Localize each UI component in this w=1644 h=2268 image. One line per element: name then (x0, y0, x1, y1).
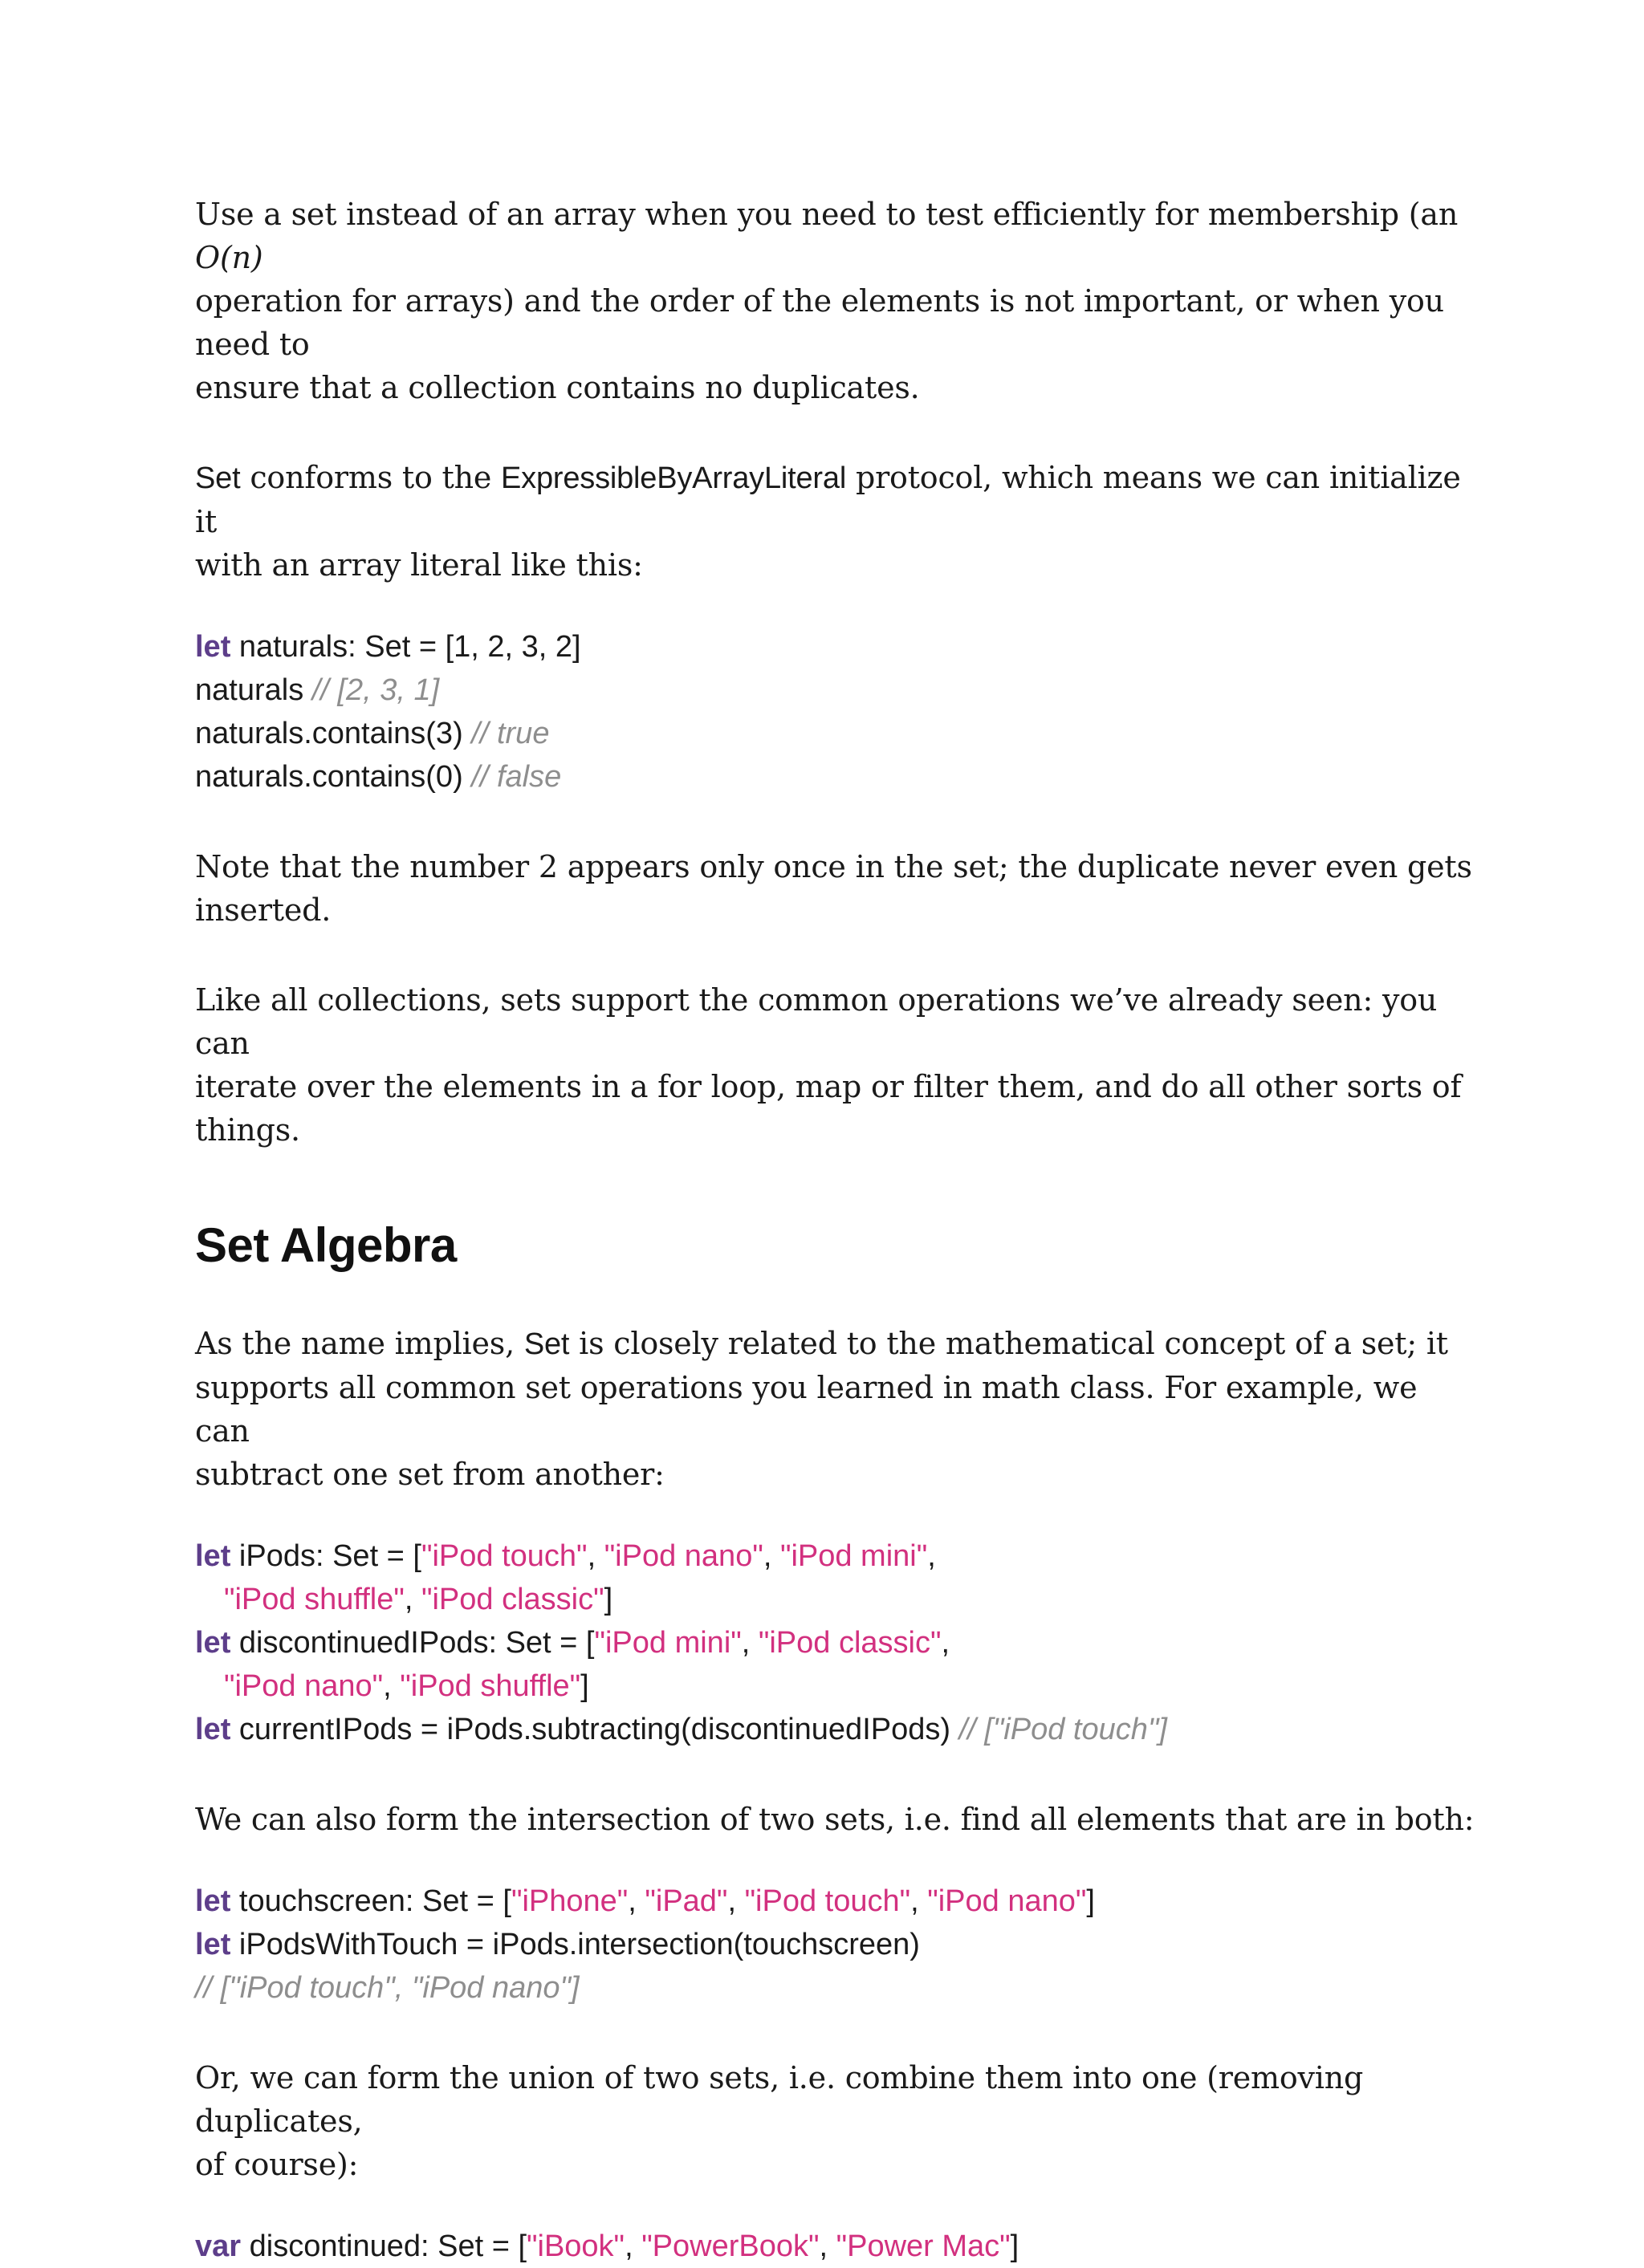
string-literal: "iPod classic" (758, 1626, 942, 1660)
conforms-text-2: protocol, which means we can initialize it (195, 460, 1461, 539)
union-paragraph (195, 2056, 1479, 2186)
code-text: naturals.contains(0) (195, 760, 472, 794)
keyword: let (195, 630, 231, 664)
string-literal: "iPod shuffle" (224, 1583, 405, 1616)
code-text: naturals: Set = [1, 2, 3, 2] (230, 630, 581, 664)
section-heading: Set Algebra (195, 1218, 457, 1272)
intro-line-2: operation for arrays) and the order of the elements is not important, or when you need to (195, 283, 1444, 362)
intersection-paragraph: We can also form the intersection of two sets, i.e. find all elements that are in both: (195, 1802, 1475, 1837)
inline-code-set: Set (523, 1327, 570, 1361)
note-line-1: Note that the number 2 appears only once in the set; the duplicate never even gets (195, 849, 1472, 884)
string-literal: "PowerBook" (641, 2229, 820, 2263)
intro-line-3: ensure that a collection contains no duplicates. (195, 370, 920, 405)
union-line-1: Or, we can form the union of two sets, i.e. combine them into one (removing duplicates, (195, 2060, 1364, 2139)
code-text: discontinuedIPods: Set = [ (230, 1626, 595, 1660)
code-line: "iPod nano", "iPod shuffle"] (224, 1669, 589, 1703)
string-literal: "iPod nano" (224, 1669, 384, 1703)
code-line: let iPods: Set = ["iPod touch", "iPod nano", "iPod mini", (195, 1539, 936, 1573)
code-line: let touchscreen: Set = ["iPhone", "iPad", "iPod touch", "iPod nano"] (195, 1884, 1095, 1918)
keyword: let (195, 1884, 231, 1918)
code-line (195, 669, 1479, 712)
keyword: let (195, 1713, 231, 1746)
code-block-ipods (195, 1534, 1479, 1751)
string-literal: "iBook" (527, 2229, 625, 2263)
code-comment: // ["iPod touch", "iPod nano"] (195, 1971, 580, 2005)
conforms-paragraph (195, 456, 1479, 587)
string-literal: "iPod mini" (779, 1539, 928, 1573)
conforms-text-1: conforms to the (240, 460, 502, 495)
intro-line-1 (195, 197, 1458, 275)
note-line-2: inserted. (195, 892, 332, 928)
string-literal: "iPod classic" (421, 1583, 604, 1616)
string-literal: "iPod nano" (927, 1884, 1087, 1918)
string-literal: "iPhone" (511, 1884, 629, 1918)
collections-line-2: iterate over the elements in a for loop, map or filter them, and do all other sorts of things. (195, 1069, 1462, 1148)
code-line: var discontinued: Set = ["iBook", "PowerBook", "Power Mac"] (195, 2229, 1019, 2263)
inline-code-protocol: ExpressibleByArrayLiteral (501, 461, 847, 495)
inline-code-set: Set (195, 461, 241, 495)
code-line (195, 1923, 1479, 1966)
intro-paragraph (195, 193, 1479, 409)
code-line (195, 1966, 1479, 2010)
keyword: let (195, 1928, 231, 1961)
algebra-text-2: is closely related to the mathematical concept of a set; it (569, 1326, 1448, 1361)
code-text: currentIPods = iPods.subtracting(discontinuedIPods) (230, 1713, 959, 1746)
code-comment: // true (471, 717, 550, 750)
code-line (195, 625, 1479, 669)
string-literal: "iPod shuffle" (400, 1669, 581, 1703)
code-line: "iPod shuffle", "iPod classic"] (224, 1583, 613, 1616)
string-literal: "iPad" (645, 1884, 728, 1918)
string-literal: "iPod mini" (594, 1626, 742, 1660)
algebra-line-3: subtract one set from another: (195, 1457, 665, 1492)
code-text: touchscreen: Set = [ (230, 1884, 511, 1918)
string-literal: "Power Mac" (836, 2229, 1011, 2263)
code-text: discontinued: Set = [ (241, 2229, 527, 2263)
algebra-paragraph (195, 1322, 1479, 1496)
big-o-notation: O(n) (195, 240, 263, 275)
union-line-2: of course): (195, 2147, 359, 2182)
intro-line-1-text: Use a set instead of an array when you need to test efficiently for membership (an (195, 197, 1459, 232)
keyword: let (195, 1626, 231, 1660)
algebra-line-2: supports all common set operations you learned in math class. For example, we can (195, 1370, 1418, 1449)
string-literal: "iPod touch" (744, 1884, 911, 1918)
code-text: naturals (195, 673, 312, 707)
code-text: naturals.contains(3) (195, 717, 472, 750)
code-text: iPods: Set = [ (230, 1539, 421, 1573)
note-paragraph (195, 845, 1479, 932)
string-literal: "iPod touch" (421, 1539, 588, 1573)
string-literal: "iPod nano" (604, 1539, 763, 1573)
keyword: let (195, 1539, 231, 1573)
collections-line-1: Like all collections, sets support the common operations we’ve already seen: you can (195, 982, 1438, 1061)
collections-paragraph (195, 978, 1479, 1152)
code-comment: // false (471, 760, 562, 794)
code-line (195, 712, 1479, 755)
code-block-touchscreen (195, 1880, 1479, 2010)
code-line (195, 755, 1479, 799)
keyword: var (195, 2229, 242, 2263)
code-block-discontinued (195, 2225, 1479, 2268)
conforms-line-2: with an array literal like this: (195, 547, 643, 583)
code-line (195, 1708, 1479, 1751)
code-comment: // ["iPod touch"] (958, 1713, 1167, 1746)
code-text: iPodsWithTouch = iPods.intersection(touchscreen) (230, 1928, 920, 1961)
book-page (195, 193, 1479, 2268)
code-line: let discontinuedIPods: Set = ["iPod mini", "iPod classic", (195, 1626, 950, 1660)
code-block-naturals (195, 625, 1479, 799)
algebra-text-1: As the name implies, (195, 1326, 524, 1361)
code-comment: // [2, 3, 1] (311, 673, 440, 707)
